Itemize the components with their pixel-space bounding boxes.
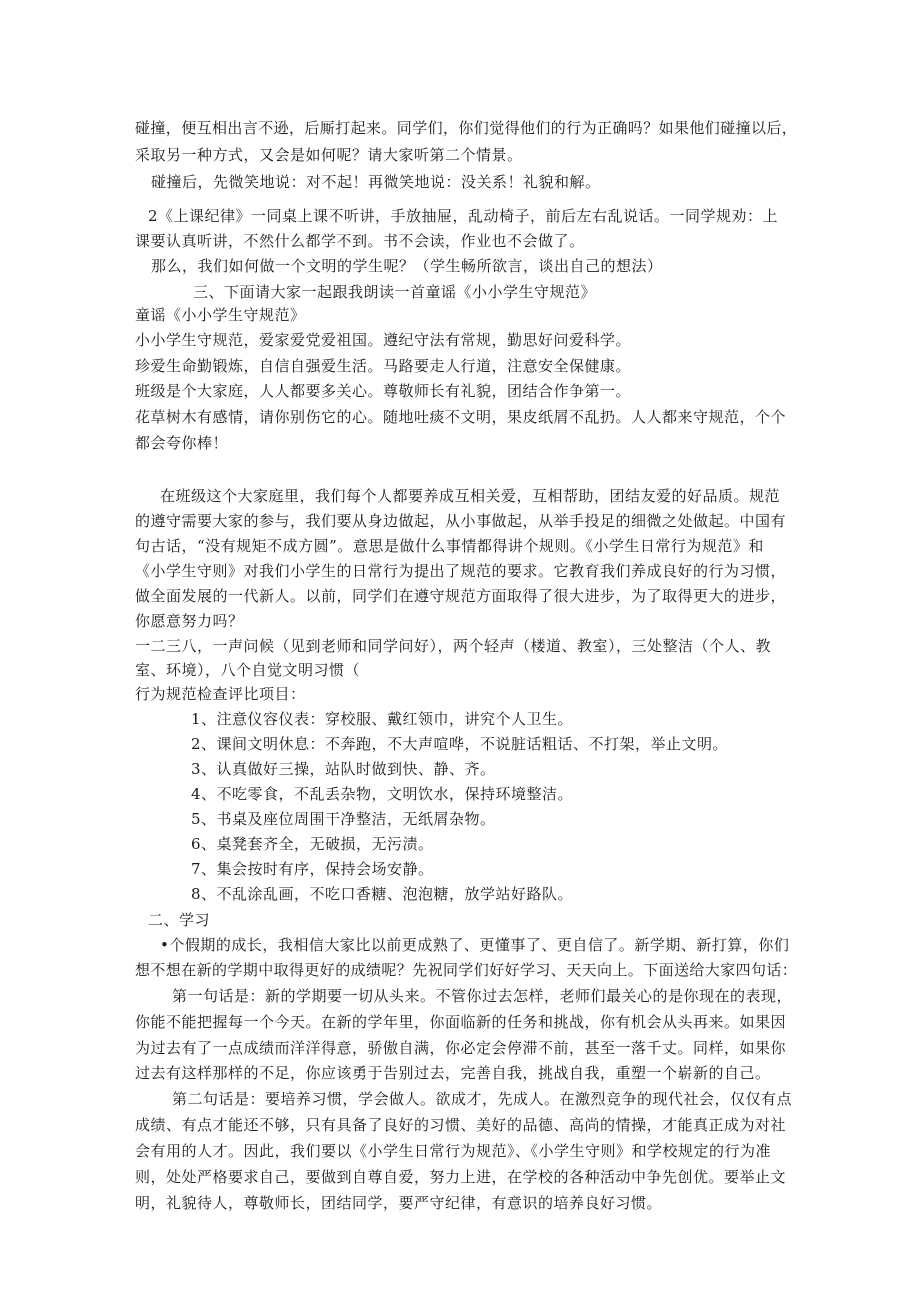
rhyme-line-2: 珍爱生命勤锻炼，自信自强爱生活。马路要走人行道，注意安全保健康。 [135,357,632,375]
habits-line-2: 室、环境），八个自觉文明习惯（ [135,661,361,679]
rhyme-line-4: 花草树木有感情，请你别伤它的心。随地吐痰不文明，果皮纸屑不乱扔。人人都来守规范，个个 [135,408,787,426]
rhyme-line-5: 都会夸你棒！ [135,434,229,452]
saying1-line-4: 过去有这样那样的不足，你应该勇于告别过去，完善自我，挑战自我，重塑一个崭新的自己。 [135,1064,771,1082]
class-para-line-2: 的遵守需要大家的参与，我们要从身边做起，从小事做起，从举手投足的细微之处做起。中国有 [135,512,787,530]
intro-line-2: 采取另一种方式，又会是如何呢？请大家听第二个情景。 [135,146,523,164]
saying1-line-2: 你能不能把握每一个今天。在新的学年里，你面临新的任务和挑战，你有机会从头再来。如果因 [135,1013,787,1031]
study-intro-line-1: •个假期的成长，我相信大家比以前更成熟了、更懂事了、更自信了。新学期、新打算，你们 [160,936,790,954]
checklist-item: 5、书桌及座位周围干净整洁，无纸屑杂物。 [191,810,496,828]
class-para-line-6: 你愿意努力吗？ [135,612,244,630]
saying1-line-1: 第一句话是：新的学期要一切从头来。不管你过去怎样，老师们最关心的是你现在的表现， [172,987,793,1005]
checklist-heading: 行为规范检查评比项目： [135,685,306,703]
class-para-line-5: 做全面发展的一代新人。以前，同学们在遵守规范方面取得了很大进步，为了取得更大的进步， [135,587,787,605]
scenario2-line-2: 课要认真听讲，不然什么都学不到。书不会读，作业也不会做了。 [135,232,585,250]
class-para-line-3: 句古话，“没有规矩不成方圆”。意思是做什么事情都得讲个规则。《小学生日常行为规范》和 [135,537,764,555]
rhyme-title: 童谣《小小学生守规范》 [135,306,306,324]
checklist-item: 2、课间文明休息：不奔跑，不大声喧哗，不说脏话粗话、不打架，举止文明。 [191,735,729,753]
class-para-line-4: 《小学生守则》对我们小学生的日常行为提出了规范的要求。它教育我们养成良好的行为习惯， [135,562,787,580]
checklist-item: 8、不乱涂乱画，不吃口香糖、泡泡糖，放学站好路队。 [191,885,574,903]
intro-line-3: 碰撞后，先微笑地说：对不起！再微笑地说：没关系！礼貌和解。 [151,173,601,191]
section3-heading: 三、下面请大家一起跟我朗读一首童谣《小小学生守规范》 [193,283,597,301]
rhyme-line-3: 班级是个大家庭，人人都要多关心。尊敬师长有礼貌，团结合作争第一。 [135,382,632,400]
checklist-item: 6、桌凳套齐全，无破损，无污渍。 [191,835,434,853]
study-intro-line-2: 想不想在新的学期中取得更好的成绩呢？先祝同学们好好学习、天天向上。下面送给大家四句话： [135,961,798,979]
checklist-item: 4、不吃零食，不乱丢杂物，文明饮水，保持环境整洁。 [191,785,574,803]
class-para-line-1: 在班级这个大家庭里，我们每个人都要养成互相关爱，互相帮助，团结友爱的好品质。规范 [160,487,781,505]
scenario2-line-3: 那么，我们如何做一个文明的学生呢？（学生畅所欲言，谈出自己的想法） [151,257,663,275]
saying2-line-3: 会有用的人才。因此，我们要以《小学生日常行为规范》、《小学生守则》和学校规定的行为准 [135,1142,772,1160]
checklist-item: 7、集会按时有序，保持会场安静。 [191,860,434,878]
scenario2-line-1: 2《上课纪律》一同桌上课不听讲，手放抽屉，乱动椅子，前后左右乱说话。一同学规劝：上 [148,207,779,225]
study-heading: 二、学习 [148,911,211,929]
saying2-line-1: 第二句话是：要培养习惯，学会做人。欲成才，先成人。在激烈竞争的现代社会，仅仅有点 [172,1090,793,1108]
saying2-line-2: 成绩、有点才能还不够，只有具备了良好的习惯、美好的品德、高尚的情操，才能真正成为对社 [135,1116,787,1134]
checklist-item: 1、注意仪容仪表：穿校服、戴红领巾，讲究个人卫生。 [191,710,574,728]
checklist-item: 3、认真做好三操，站队时做到快、静、齐。 [191,760,496,778]
saying2-line-4: 则，处处严格要求自己，要做到自尊自爱，努力上进，在学校的各种活动中争先创优。要举止文 [135,1168,787,1186]
intro-line-1: 碰撞，便互相出言不逊，后厮打起来。同学们，你们觉得他们的行为正确吗？如果他们碰撞以后， [135,119,798,137]
saying2-line-5: 明，礼貌待人，尊敬师长，团结同学，要严守纪律，有意识的培养良好习惯。 [135,1194,663,1212]
saying1-line-3: 为过去有了一点成绩而洋洋得意，骄傲自满，你必定会停滞不前，甚至一落千丈。同样，如果你 [135,1039,787,1057]
rhyme-line-1: 小小学生守规范，爱家爱党爱祖国。遵纪守法有常规，勤思好问爱科学。 [135,331,632,349]
habits-line-1: 一二三八，一声问候（见到老师和同学问好），两个轻声（楼道、教室），三处整洁（个人、教 [135,637,772,655]
